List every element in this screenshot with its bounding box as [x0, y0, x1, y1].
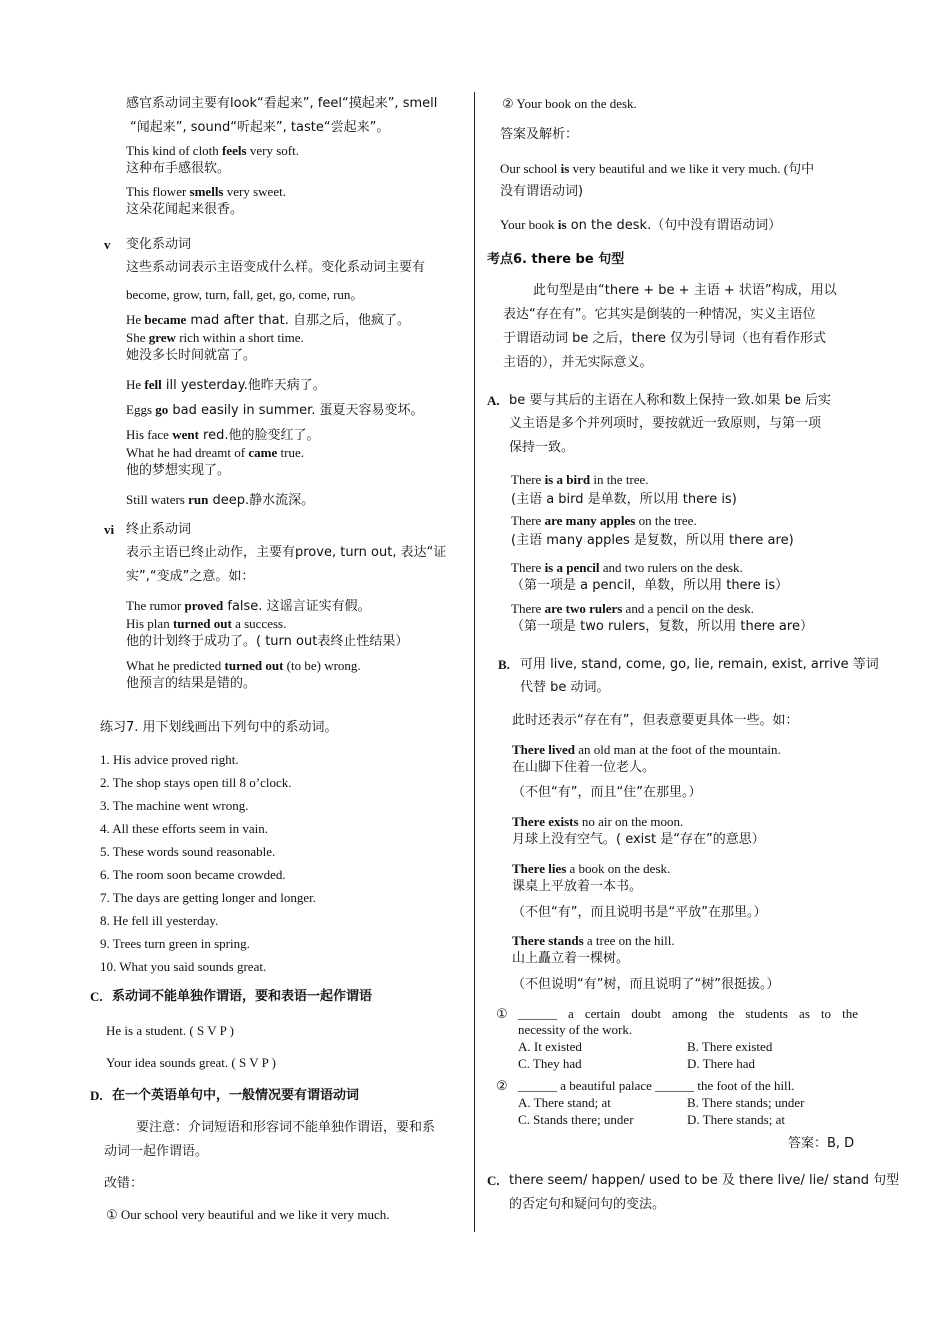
example-note: (主语 many apples 是复数，所以用 there are)	[511, 533, 794, 548]
exercise-item: 3. The machine went wrong.	[100, 798, 249, 813]
correction-item: ② Your book on the desk.	[502, 96, 637, 111]
example-sentence: There exists no air on the moon.	[512, 814, 684, 829]
section-marker-b: B.	[498, 657, 510, 672]
option-d: D. There had	[687, 1056, 755, 1071]
example-sentence: He fell ill yesterday.他昨天病了。	[126, 377, 326, 393]
svp-example: Your idea sounds great. ( S V P )	[106, 1055, 276, 1070]
example-note: （不但说明“有”树，而且说明了“树”很挺拔。）	[512, 977, 780, 992]
section-note: 动词一起作谓语。	[104, 1144, 209, 1159]
example-translation: 在山脚下住着一位老人。	[512, 760, 656, 775]
option-c: C. Stands there; under	[518, 1112, 634, 1127]
answer-key: 答案：B, D	[788, 1136, 855, 1151]
example-sentence: There are many apples on the tree.	[511, 513, 697, 528]
example-sentence: He became mad after that. 自那之后，他疯了。	[126, 312, 410, 328]
example-sentence: The rumor proved false. 这谣言证实有假。	[126, 598, 371, 614]
option-a: A. It existed	[518, 1039, 582, 1054]
section-note: 要注意：介词短语和形容词不能单独作谓语，要和系	[136, 1120, 436, 1135]
option-d: D. There stands; at	[687, 1112, 785, 1127]
correction-item: ① Our school very beautiful and we like it very much.	[106, 1207, 390, 1222]
example-translation: 这朵花闻起来很香。	[126, 202, 244, 217]
answer-note: 没有谓语动词)	[500, 184, 584, 199]
exercise-item: 1. His advice proved right.	[100, 752, 239, 767]
question-number: ①	[496, 1006, 508, 1021]
question-number: ②	[496, 1078, 508, 1093]
exercise-item: 4. All these efforts seem in vain.	[100, 821, 269, 836]
exercise-item: 8. He fell ill yesterday.	[100, 913, 219, 928]
example-sentence: His face went red.他的脸变红了。	[126, 427, 320, 443]
section-desc: 实”,“变成”之意。如：	[126, 569, 255, 584]
example-sentence: There lived an old man at the foot of the mountain.	[512, 742, 781, 757]
section-marker-vi: vi	[104, 522, 115, 537]
section-text: there seem/ happen/ used to be 及 there live/ lie/ stand 句型	[509, 1173, 900, 1188]
example-translation: 山上矗立着一棵树。	[512, 951, 630, 966]
section-desc: 此句型是由“there + be + 主语 + 状语”构成，用以	[533, 283, 837, 298]
example-translation: 她没多长时间就富了。	[126, 348, 257, 363]
section-desc: 主语的），并无实际意义。	[503, 355, 653, 370]
section-title-change-verbs: 变化系动词	[126, 237, 192, 252]
question-text: ______ a beautiful palace ______ the foot of the hill.	[518, 1078, 795, 1093]
section-text: 的否定句和疑问句的变法。	[509, 1197, 666, 1212]
example-sentence: Eggs go bad easily in summer. 蛋夏天容易变坏。	[126, 402, 424, 418]
example-sentence: There stands a tree on the hill.	[512, 933, 675, 948]
column-divider	[474, 92, 475, 1232]
section-text: 代替 be 动词。	[520, 680, 610, 695]
answer-sentence: Your book is on the desk.（句中没有谓语动词）	[500, 217, 782, 233]
exercise-item: 6. The room soon became crowded.	[100, 867, 286, 882]
section-title-c: 系动词不能单独作谓语，要和表语一起作谓语	[112, 989, 373, 1004]
question-text: necessity of the work.	[518, 1022, 633, 1037]
section-marker-c: C.	[90, 989, 103, 1004]
exercise-title: 练习7. 用下划线画出下列句中的系动词。	[100, 720, 338, 735]
section-text: 可用 live, stand, come, go, lie, remain, exist, arrive 等词	[520, 657, 879, 672]
answer-title: 答案及解析：	[500, 127, 579, 142]
section-marker-a: A.	[487, 393, 500, 408]
example-note: （不但“有”，而且“住”在那里。）	[512, 785, 702, 800]
example-sentence: There lies a book on the desk.	[512, 861, 671, 876]
example-translation: 他的计划终于成功了。( turn out表终止性结果）	[126, 634, 409, 649]
example-note: （第一项是 a pencil，单数，所以用 there is）	[511, 578, 789, 593]
section-text: 保持一致。	[509, 440, 575, 455]
sense-verbs-intro-line1: 感官系动词主要有look“看起来”, feel“摸起来”, smell	[126, 96, 438, 111]
exercise-list	[100, 748, 316, 978]
section-marker-c2: C.	[487, 1173, 500, 1188]
section-note: 此时还表示“存在有”，但表意要更具体一些。如：	[512, 713, 799, 728]
correction-label: 改错：	[104, 1176, 144, 1191]
sense-verbs-intro-line2: “闻起来”, sound“听起来”, taste“尝起来”。	[130, 120, 390, 135]
exercise-item: 2. The shop stays open till 8 o’clock.	[100, 775, 292, 790]
example-translation: 他预言的结果是错的。	[126, 676, 257, 691]
section-marker-v: v	[104, 237, 111, 252]
example-note: （不但“有”，而且说明书是“平放”在那里。）	[512, 905, 767, 920]
example-note: (主语 a bird 是单数，所以用 there is)	[511, 492, 737, 507]
section-text: be 要与其后的主语在人称和数上保持一致.如果 be 后实	[509, 393, 832, 408]
answer-sentence: Our school is very beautiful and we like it very much. (句中	[500, 161, 815, 176]
example-sentence: This kind of cloth feels very soft.	[126, 143, 299, 158]
section-desc: 这些系动词表示主语变成什么样。变化系动词主要有	[126, 260, 426, 275]
exercise-item: 5. These words sound reasonable.	[100, 844, 276, 859]
section-marker-d: D.	[90, 1088, 103, 1103]
svp-example: He is a student. ( S V P )	[106, 1023, 234, 1038]
example-note: （第一项是 two rulers，复数，所以用 there are）	[511, 619, 813, 634]
option-a: A. There stand; at	[518, 1095, 611, 1110]
example-sentence: What he predicted turned out (to be) wrong.	[126, 658, 361, 673]
section-desc: 表达“存在有”。它其实是倒装的一种情况，实义主语位	[503, 307, 816, 322]
option-b: B. There stands; under	[687, 1095, 805, 1110]
section-title-terminal-verbs: 终止系动词	[126, 522, 192, 537]
example-sentence: There is a bird in the tree.	[511, 472, 649, 487]
example-sentence: There are two rulers and a pencil on the desk.	[511, 601, 755, 616]
example-translation: 他的梦想实现了。	[126, 463, 231, 478]
section-desc: become, grow, turn, fall, get, go, come, run。	[126, 287, 364, 302]
example-sentence: There is a pencil and two rulers on the desk.	[511, 560, 743, 575]
section-desc: 表示主语已终止动作，主要有prove, turn out, 表达“证	[126, 545, 447, 560]
example-sentence: His plan turned out a success.	[126, 616, 287, 631]
example-translation: 这种布手感很软。	[126, 161, 231, 176]
question-text: ______ a certain doubt among the students as to the	[518, 1006, 858, 1021]
section-desc: 于谓语动词 be 之后，there 仅为引导词（也有看作形式	[503, 331, 827, 346]
section-title-d: 在一个英语单句中，一般情况要有谓语动词	[112, 1088, 360, 1103]
example-sentence: This flower smells very sweet.	[126, 184, 286, 199]
example-translation: 月球上没有空气。( exist 是“存在”的意思）	[512, 832, 765, 847]
section-text: 义主语是多个并列项时，要按就近一致原则，与第一项	[509, 416, 822, 431]
example-translation: 课桌上平放着一本书。	[512, 879, 643, 894]
example-sentence: She grew rich within a short time.	[126, 330, 304, 345]
exercise-item: 9. Trees turn green in spring.	[100, 936, 250, 951]
option-c: C. They had	[518, 1056, 582, 1071]
section-title-k6: 考点6. there be 句型	[487, 252, 625, 267]
option-b: B. There existed	[687, 1039, 773, 1054]
exercise-item: 10. What you said sounds great.	[100, 959, 267, 974]
exercise-item: 7. The days are getting longer and longer.	[100, 890, 317, 905]
example-sentence: What he had dreamt of came true.	[126, 445, 304, 460]
example-sentence: Still waters run deep.静水流深。	[126, 492, 315, 508]
